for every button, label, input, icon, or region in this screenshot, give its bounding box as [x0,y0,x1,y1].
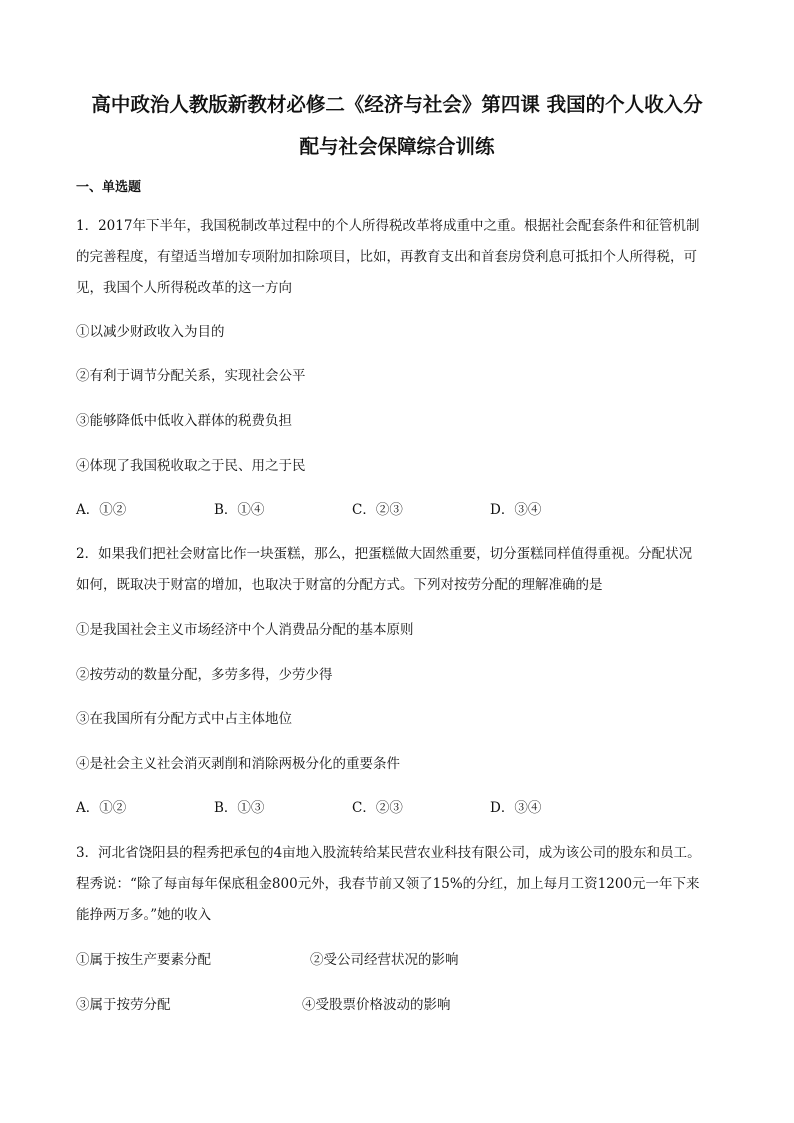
q2-statement-4: ④是社会主义社会消灭剥削和消除两极分化的重要条件 [76,756,400,772]
q1-stem-line-2: 的完善程度，有望适当增加专项附加扣除项目，比如，再教育支出和首套房贷利息可抵扣个人所得税，可 [76,249,697,265]
q1-statement-1: ①以减少财政收入为目的 [76,324,225,340]
q2-statement-2: ②按劳动的数量分配，多劳多得，少劳少得 [76,667,333,683]
q1-stem-line-1: 1．2017年下半年，我国税制改革过程中的个人所得税改革将成重中之重。根据社会配套条件和征管机制 [76,218,700,234]
q1-option-c[interactable]: C．②③ [352,502,403,518]
q1-statement-3: ③能够降低中低收入群体的税费负担 [76,413,292,429]
q1-statement-4: ④体现了我国税收取之于民、用之于民 [76,458,306,474]
q2-stem-line-1: 2．如果我们把社会财富比作一块蛋糕，那么，把蛋糕做大固然重要，切分蛋糕同样值得重视。分配状况 [76,546,693,562]
q3-statement-3: ③属于按劳分配 [76,997,171,1013]
q1-option-b[interactable]: B．①④ [214,502,265,518]
q3-statement-2: ②受公司经营状况的影响 [310,952,459,968]
q2-stem-line-2: 如何，既取决于财富的增加，也取决于财富的分配方式。下列对按劳分配的理解准确的是 [76,577,603,593]
q2-option-b[interactable]: B．①③ [214,800,265,816]
section-heading: 一、单选题 [76,180,142,195]
document-title [60,84,734,168]
q2-option-c[interactable]: C．②③ [352,800,403,816]
q3-stem-line-3: 能挣两万多。”她的收入 [76,907,212,923]
q2-option-d[interactable]: D．③④ [490,800,542,816]
q1-stem-line-3: 见，我国个人所得税改革的这一方向 [76,280,292,296]
title-line-1: 高中政治人教版新教材必修二《经济与社会》第四课 我国的个人收入分 [91,93,703,116]
q2-option-a[interactable]: A．①② [76,800,127,816]
q3-statement-4: ④受股票价格波动的影响 [302,997,451,1013]
q2-statement-3: ③在我国所有分配方式中占主体地位 [76,711,292,727]
q3-stem-line-2: 程秀说：“除了每亩每年保底租金800元外，我春节前又领了15%的分红，加上每月工资1200元一年下来 [76,876,700,892]
q3-statement-1: ①属于按生产要素分配 [76,952,211,968]
title-line-2: 配与社会保障综合训练 [299,135,495,158]
q3-stem-line-1: 3．河北省饶阳县的程秀把承包的4亩地入股流转给某民营农业科技有限公司，成为该公司的股东和员工。 [76,845,701,861]
q1-statement-2: ②有利于调节分配关系，实现社会公平 [76,368,306,384]
q1-option-a[interactable]: A．①② [76,502,127,518]
q2-statement-1: ①是我国社会主义市场经济中个人消费品分配的基本原则 [76,622,414,638]
q1-option-d[interactable]: D．③④ [490,502,542,518]
